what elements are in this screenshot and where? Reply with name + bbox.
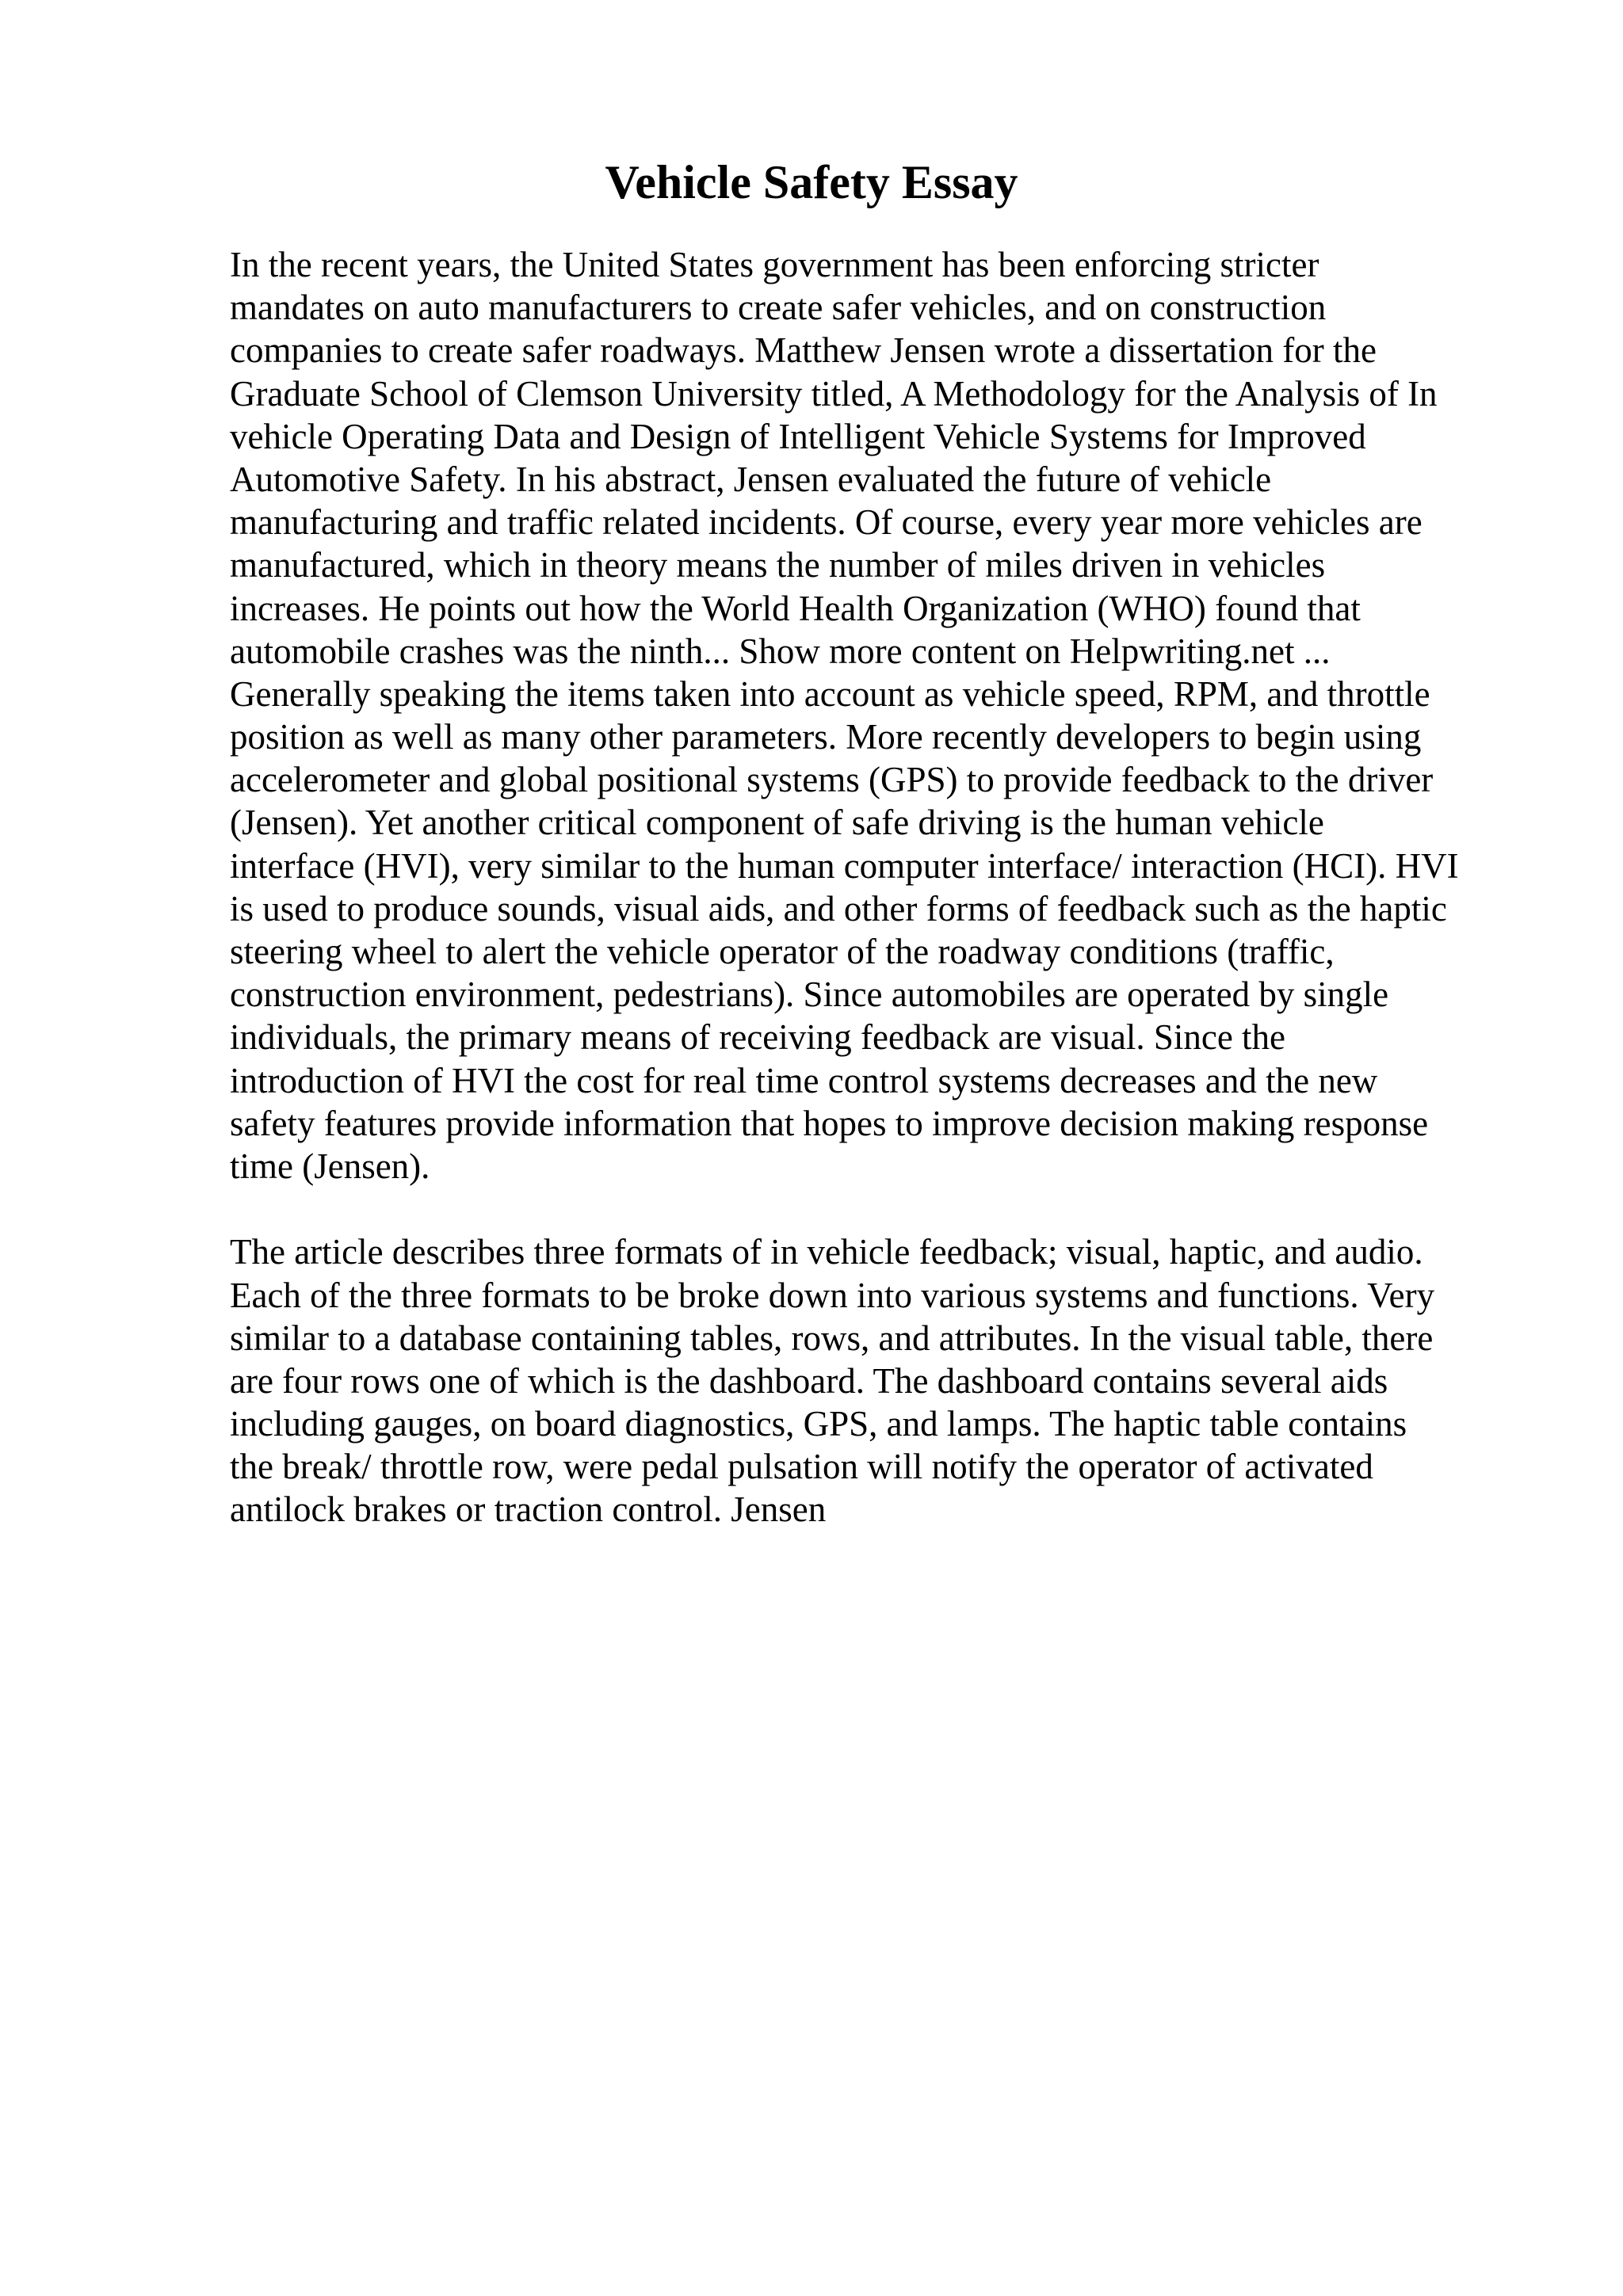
text-line: mandates on auto manufacturers to create safer vehicles, and on construction bbox=[230, 288, 1327, 328]
text-line: similar to a database containing tables, rows, and attributes. In the visual table, there bbox=[230, 1318, 1434, 1358]
paragraph-1 bbox=[230, 243, 1498, 1188]
text-line: In the recent years, the United States government has been enforcing stricter bbox=[230, 245, 1319, 284]
text-line: The article describes three formats of in vehicle feedback; visual, haptic, and audio. bbox=[230, 1232, 1423, 1272]
text-line: Generally speaking the items taken into account as vehicle speed, RPM, and throttle bbox=[230, 673, 1430, 714]
paragraph-2 bbox=[230, 1230, 1498, 1531]
document-title: Vehicle Safety Essay bbox=[605, 156, 1018, 208]
text-line: are four rows one of which is the dashboard. The dashboard contains several aids bbox=[230, 1360, 1388, 1401]
text-line: interface (HVI), very similar to the human computer interface/ interaction (HCI). HVI bbox=[230, 845, 1459, 886]
document-body bbox=[230, 243, 1498, 1531]
paragraph-gap bbox=[230, 1188, 1498, 1230]
text-line: Automotive Safety. In his abstract, Jensen evaluated the future of vehicle bbox=[230, 459, 1272, 499]
text-line: the break/ throttle row, were pedal pulsation will notify the operator of activated bbox=[230, 1447, 1373, 1487]
text-line: including gauges, on board diagnostics, GPS, and lamps. The haptic table contains bbox=[230, 1404, 1407, 1444]
text-line: introduction of HVI the cost for real time control systems decreases and the new bbox=[230, 1060, 1378, 1100]
text-line: construction environment, pedestrians). Since automobiles are operated by single bbox=[230, 974, 1389, 1015]
text-line: increases. He points out how the World Health Organization (WHO) found that bbox=[230, 588, 1361, 628]
text-line: (Jensen). Yet another critical component of safe driving is the human vehicle bbox=[230, 803, 1324, 843]
text-line: safety features provide information that hopes to improve decision making response bbox=[230, 1103, 1429, 1143]
text-line: steering wheel to alert the vehicle operator of the roadway conditions (traffic, bbox=[230, 932, 1335, 971]
text-line: manufactured, which in theory means the number of miles driven in vehicles bbox=[230, 545, 1326, 585]
text-line: vehicle Operating Data and Design of Intelligent Vehicle Systems for Improved bbox=[230, 416, 1366, 456]
text-line: accelerometer and global positional systems (GPS) to provide feedback to the driver bbox=[230, 760, 1434, 800]
text-line: position as well as many other parameters. More recently developers to begin using bbox=[230, 717, 1422, 757]
text-line: antilock brakes or traction control. Jensen bbox=[230, 1489, 827, 1530]
text-line: is used to produce sounds, visual aids, and other forms of feedback such as the haptic bbox=[230, 888, 1447, 929]
text-line: companies to create safer roadways. Matthew Jensen wrote a dissertation for the bbox=[230, 330, 1377, 371]
text-line: time (Jensen). bbox=[230, 1146, 430, 1186]
text-line: automobile crashes was the ninth... Show more content on Helpwriting.net ... bbox=[230, 631, 1331, 671]
text-line: Each of the three formats to be broke down into various systems and functions. Very bbox=[230, 1275, 1435, 1315]
text-line: manufacturing and traffic related incidents. Of course, every year more vehicles are bbox=[230, 502, 1423, 543]
text-line: individuals, the primary means of receiving feedback are visual. Since the bbox=[230, 1017, 1286, 1058]
text-line: Graduate School of Clemson University titled, A Methodology for the Analysis of In bbox=[230, 373, 1438, 414]
